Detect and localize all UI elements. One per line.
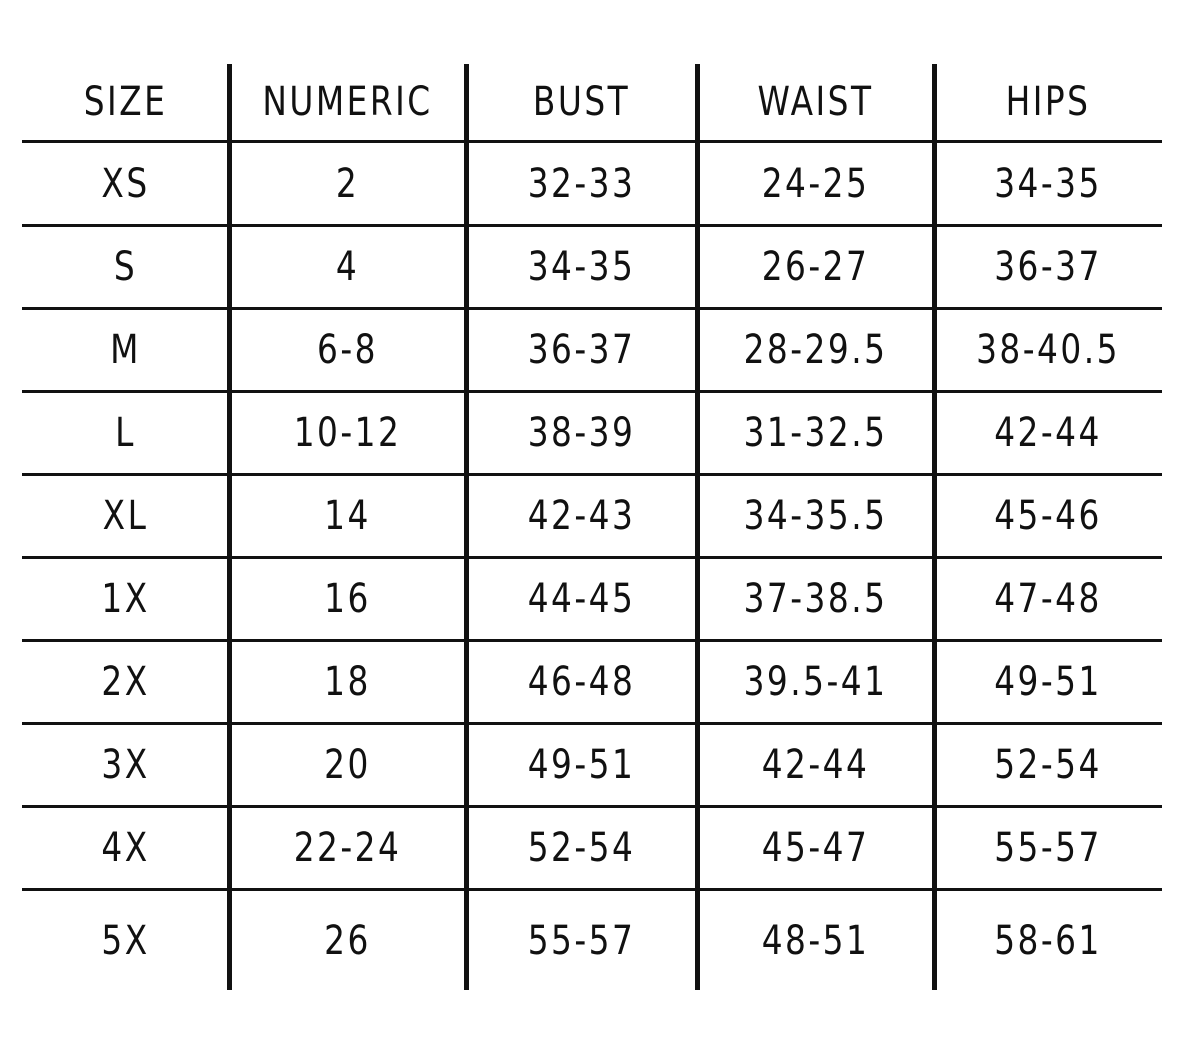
cell-waist: 31-32.5 [743, 410, 888, 456]
header-bust: BUST [532, 79, 631, 125]
column-divider-2 [464, 64, 469, 990]
header-waist: WAIST [757, 79, 874, 125]
cell-numeric: 2 [335, 160, 360, 207]
cell-bust: 36-37 [527, 327, 636, 373]
cell-waist: 34-35.5 [743, 493, 888, 539]
cell-numeric: 6-8 [317, 327, 378, 373]
cell-hips: 38-40.5 [976, 327, 1120, 373]
cell-waist: 28-29.5 [743, 327, 888, 373]
cell-waist: 37-38.5 [743, 576, 888, 622]
cell-bust: 32-33 [527, 160, 636, 207]
cell-size: 5X [101, 917, 150, 964]
cell-waist: 42-44 [761, 742, 870, 788]
cell-bust: 46-48 [527, 659, 636, 705]
cell-numeric: 4 [335, 244, 360, 290]
header-hips: HIPS [1005, 79, 1091, 125]
cell-waist: 24-25 [761, 160, 870, 207]
cell-size: XS [101, 160, 150, 207]
cell-numeric: 20 [324, 742, 371, 788]
cell-waist: 26-27 [761, 244, 870, 290]
size-chart-table [22, 64, 1162, 990]
cell-hips: 52-54 [994, 742, 1102, 788]
cell-hips: 45-46 [994, 493, 1102, 539]
cell-bust: 38-39 [527, 410, 636, 456]
cell-numeric: 16 [324, 576, 371, 622]
cell-size: M [110, 327, 141, 373]
cell-bust: 42-43 [527, 493, 636, 539]
cell-waist: 48-51 [761, 917, 870, 964]
column-divider-4 [932, 64, 937, 990]
cell-hips: 34-35 [994, 160, 1102, 207]
cell-size: XL [102, 493, 149, 539]
cell-size: L [115, 410, 136, 456]
cell-numeric: 26 [324, 917, 371, 964]
cell-numeric: 10-12 [293, 410, 402, 456]
cell-size: S [113, 244, 138, 290]
cell-hips: 42-44 [994, 410, 1102, 456]
cell-waist: 39.5-41 [743, 659, 888, 705]
cell-numeric: 18 [324, 659, 371, 705]
header-numeric: NUMERIC [262, 79, 433, 125]
cell-numeric: 14 [324, 493, 371, 539]
cell-bust: 55-57 [527, 917, 636, 964]
cell-size: 4X [101, 825, 150, 871]
cell-bust: 44-45 [527, 576, 636, 622]
cell-size: 1X [101, 576, 150, 622]
cell-size: 2X [101, 659, 150, 705]
cell-bust: 52-54 [527, 825, 636, 871]
cell-hips: 49-51 [994, 659, 1102, 705]
cell-size: 3X [101, 742, 150, 788]
cell-hips: 58-61 [994, 917, 1102, 964]
column-divider-1 [227, 64, 232, 990]
column-divider-3 [695, 64, 700, 990]
cell-hips: 36-37 [994, 244, 1102, 290]
cell-numeric: 22-24 [293, 825, 402, 871]
cell-bust: 49-51 [527, 742, 636, 788]
cell-hips: 47-48 [994, 576, 1102, 622]
cell-waist: 45-47 [761, 825, 870, 871]
header-size: SIZE [83, 79, 168, 125]
cell-hips: 55-57 [994, 825, 1102, 871]
cell-bust: 34-35 [527, 244, 636, 290]
